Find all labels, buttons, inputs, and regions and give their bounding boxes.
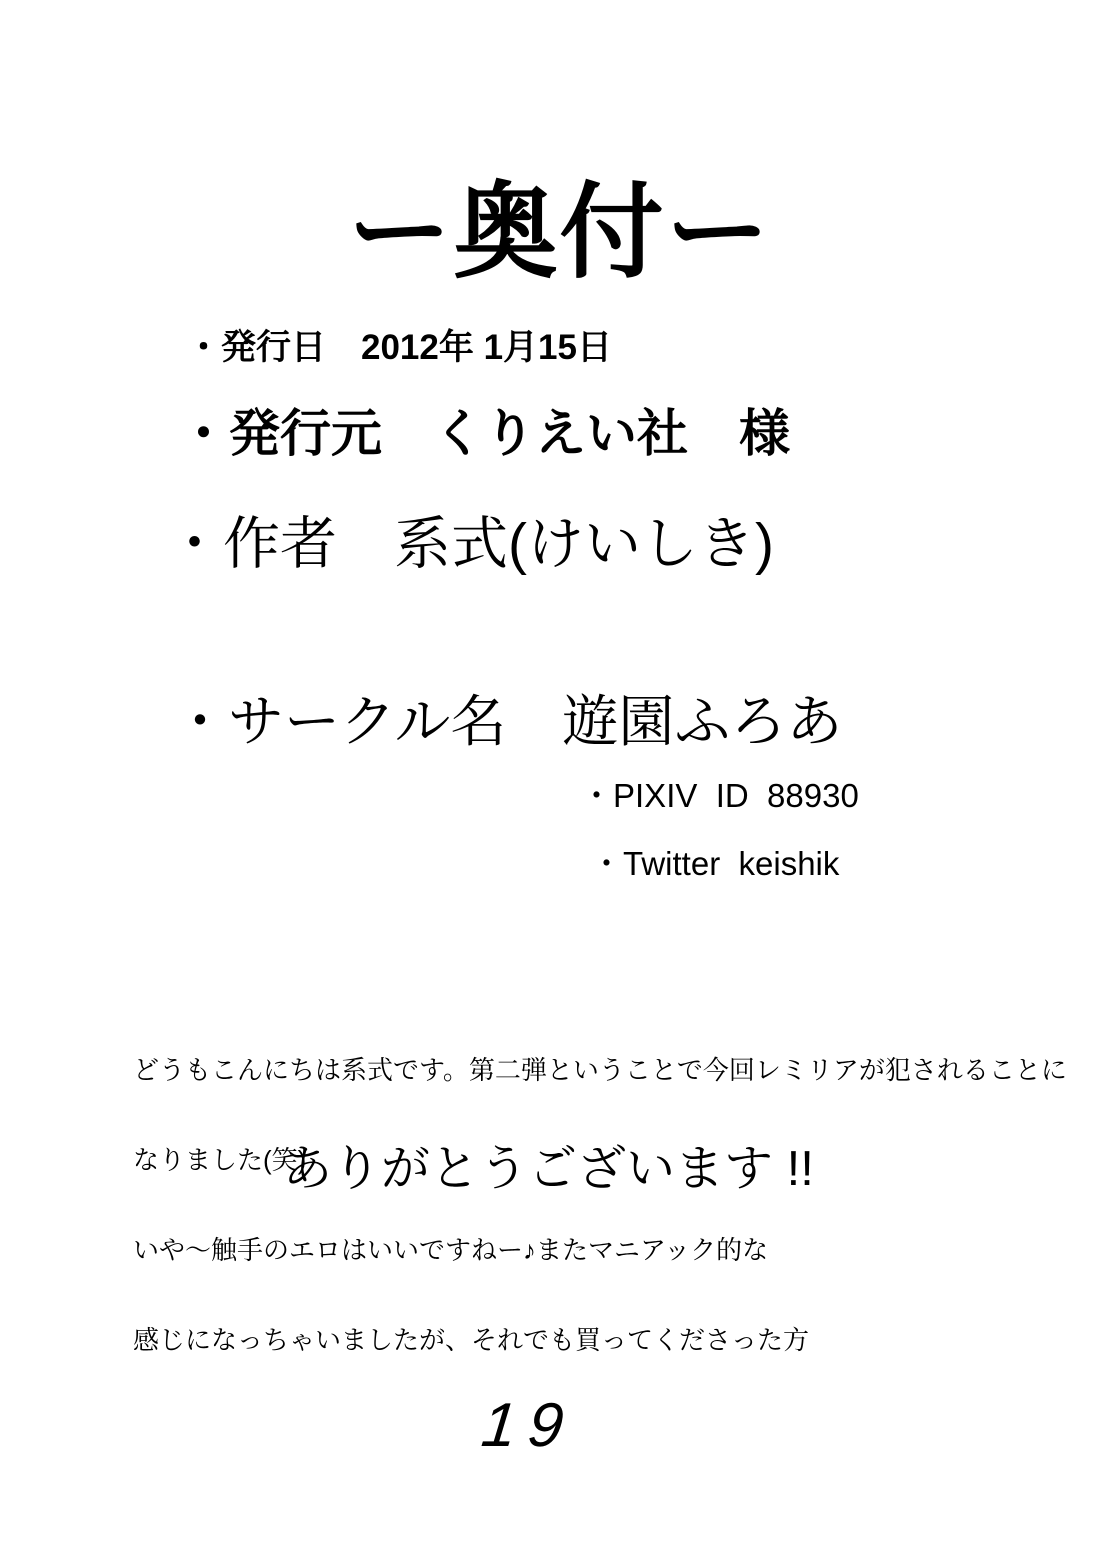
publisher-line: ・発行元 くりえい社 様 xyxy=(178,405,791,462)
pixiv-id-line: ・PIXIV ID 88930 xyxy=(580,777,859,814)
afterword-paragraph xyxy=(133,995,1067,1415)
afterword-line-3: いや～触手のエロはいいですねー♪またマニアック的な xyxy=(133,1235,769,1265)
thank-you-line: ありがとうございます !! xyxy=(283,1142,814,1196)
afterword-line-1: どうもこんにちは系式です。第二弾ということで今回レミリアが犯されることに xyxy=(133,1055,1067,1085)
twitter-handle-line: ・Twitter keishik xyxy=(590,845,840,882)
page-number: 19 xyxy=(478,1391,579,1460)
publish-date-line: ・発行日 2012年 1月15日 xyxy=(186,328,612,367)
afterword-line-2: なりました(笑) xyxy=(133,1145,307,1175)
author-line: ・作者 系式(けいしき) xyxy=(166,512,774,576)
circle-name-line: ・サークル名 遊園ふろあ xyxy=(172,690,843,753)
page-title: ー奥付ー xyxy=(347,175,772,291)
afterword-line-4: 感じになっちゃいましたが、それでも買ってくださった方 xyxy=(133,1325,810,1355)
